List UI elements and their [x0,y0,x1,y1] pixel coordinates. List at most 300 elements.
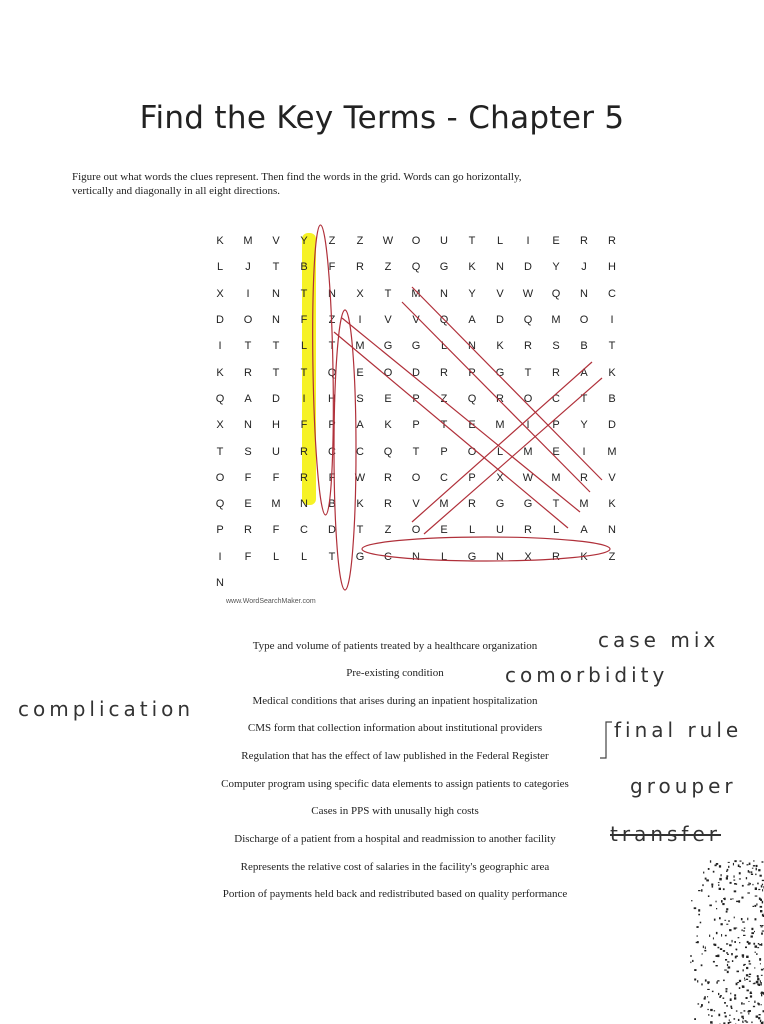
noise-speck [694,979,696,981]
noise-speck [749,882,750,884]
noise-speck [694,969,696,971]
noise-speck [760,910,762,912]
noise-speck [721,934,722,937]
noise-speck [760,993,762,994]
grid-cell: F [244,471,252,484]
grid-cell: V [384,314,392,327]
noise-speck [705,947,706,950]
noise-speck [708,1001,709,1003]
grid-cell: R [580,471,588,484]
noise-speck [753,906,755,907]
grid-cell: H [328,392,336,405]
noise-speck [753,943,755,945]
grid-cell: L [300,550,308,563]
noise-speck [701,889,702,892]
grid-cell: N [496,550,504,563]
noise-speck [742,954,744,956]
grid-cell: I [610,314,614,327]
noise-speck [762,861,764,862]
grid-cell: R [552,366,560,379]
noise-speck [751,1022,752,1024]
grid-cell: G [495,366,505,379]
noise-speck [692,960,693,962]
noise-speck [728,866,729,868]
noise-speck [734,1018,736,1020]
grid-cell: F [328,471,336,484]
grid-cell: T [440,419,448,432]
grid-cell: E [384,392,392,405]
noise-speck [736,983,738,986]
noise-speck [761,1004,762,1005]
noise-speck [728,862,730,863]
grid-cell: D [272,392,280,405]
noise-speck [732,898,733,899]
grid-cell: V [272,235,280,248]
grid-cell: T [300,366,308,379]
grid-cell: X [216,419,224,432]
noise-speck [707,1009,708,1010]
noise-speck [704,996,706,998]
clue-7: Cases in PPS with unusally high costs [311,805,479,817]
noise-speck [755,887,757,890]
noise-speck [701,983,702,985]
noise-speck [748,1001,749,1002]
noise-speck [750,993,753,994]
noise-speck [746,956,749,958]
noise-speck [726,943,728,944]
noise-speck [744,978,745,979]
grid-cell: M [439,498,449,511]
noise-speck [746,877,747,879]
grid-cell: M [551,471,561,484]
noise-speck [751,871,752,873]
noise-speck [730,998,732,1001]
noise-speck [698,909,700,911]
instructions: Figure out what words the clues represent. Then find the words in the grid. Words can go horizontally, vertically and diagonally in all eight directions. [72,171,522,197]
grid-cell: L [272,550,280,563]
noise-speck [753,983,756,984]
noise-speck [719,888,721,890]
clue-2: Pre-existing condition [346,667,444,679]
noise-speck [744,964,746,965]
noise-speck [727,954,729,955]
noise-speck [761,994,762,996]
clue-6: Computer program using specific data elements to assign patients to categories [221,778,569,790]
noise-speck [760,963,761,964]
noise-speck [726,877,728,880]
grid-cell: F [272,471,280,484]
grid-cell: R [440,366,448,379]
noise-speck [743,969,744,971]
noise-speck [720,995,722,996]
noise-speck [697,980,698,982]
noise-speck [758,978,759,979]
noise-speck [736,901,739,902]
grid-cell: W [522,471,534,484]
grid-cell: W [354,471,366,484]
grid-cell: E [244,498,252,511]
noise-speck [760,982,762,984]
noise-speck [742,921,745,922]
grid-cell: M [271,498,281,511]
noise-speck [739,866,741,867]
grid-cell: P [328,419,336,432]
grid-cell: A [580,366,588,379]
grid-cell: L [496,445,504,458]
grid-cell: Q [411,261,421,274]
grid-cell: F [272,524,280,537]
grid-cell: I [218,340,222,353]
noise-speck [706,879,709,881]
noise-speck [728,966,731,968]
grid-cell: F [328,261,336,274]
grid-cell: O [467,445,477,458]
noise-speck [739,980,741,982]
noise-speck [756,1016,759,1018]
grid-cell: C [440,471,448,484]
grid-cell: Q [523,314,533,327]
grid-cell: P [216,524,224,537]
grid-cell: X [524,550,532,563]
noise-speck [717,980,719,981]
noise-speck [709,935,710,937]
answer-comorbidity: comorbidity [505,663,669,687]
grid-cell: U [440,235,448,248]
grid-cell: F [300,419,308,432]
noise-speck [720,948,722,950]
noise-speck [701,1004,703,1007]
grid-cell: N [608,524,616,537]
noise-speck [726,908,728,910]
noise-speck [746,974,748,976]
noise-speck [738,900,740,902]
grid-cell: R [468,498,476,511]
noise-speck [726,911,728,913]
noise-speck [747,892,750,893]
noise-speck [749,981,751,982]
grid-cell: T [272,366,280,379]
noise-speck [753,860,754,861]
noise-speck [729,1022,731,1023]
grid-cell: R [384,471,392,484]
noise-speck [701,964,703,966]
noise-speck [735,928,738,929]
noise-speck [703,872,704,874]
noise-speck [737,971,740,973]
grid-cell: K [608,498,616,511]
grid-cell: R [580,235,588,248]
grid-cell: T [328,340,336,353]
grid-cell: C [608,287,616,300]
grid-cell: O [523,392,533,405]
grid-cell: G [383,340,393,353]
grid-cell: M [523,445,533,458]
circle-diagonal-1-bottom [402,302,590,492]
grid-cell: P [412,392,420,405]
grid-cell: N [412,550,420,563]
grid-cell: K [216,366,224,379]
noise-speck [708,895,710,897]
grid-cell: Q [215,498,225,511]
grid-cell: T [552,498,560,511]
grid-cell: I [246,287,250,300]
noise-speck [734,883,736,885]
noise-speck [691,900,693,901]
grid-cell: N [272,314,280,327]
noise-speck [726,988,728,990]
noise-speck [744,979,745,981]
noise-speck [749,976,751,977]
grid-cell: Z [356,235,364,248]
noise-speck [757,975,759,977]
grid-cell: T [384,287,392,300]
noise-speck [739,872,741,874]
noise-speck [756,868,757,871]
grid-cell: M [411,287,421,300]
grid-cell: N [272,287,280,300]
noise-speck [738,1019,740,1021]
grid-cell: R [384,498,392,511]
clue-5: Regulation that has the effect of law published in the Federal Register [241,750,549,762]
grid-cell: Y [552,261,560,274]
noise-speck [721,923,723,925]
noise-speck [707,981,710,983]
noise-speck [702,884,703,886]
noise-speck [741,897,743,899]
noise-speck [761,943,762,946]
noise-speck [690,955,692,956]
noise-speck [750,883,751,885]
noise-speck [755,952,756,953]
grid-cell: L [468,524,476,537]
grid-cell: D [608,419,616,432]
grid-cell: I [218,550,222,563]
grid-cell: O [215,471,225,484]
noise-speck [707,989,710,990]
noise-speck [747,918,748,921]
noise-speck [709,905,712,907]
noise-speck [713,944,715,946]
noise-speck [725,959,727,961]
noise-speck [738,865,740,868]
grid-cell: Y [300,235,308,248]
grid-cell: X [356,287,364,300]
noise-speck [761,933,763,935]
noise-speck [723,888,725,890]
noise-speck [718,882,720,883]
noise-speck [754,1001,755,1003]
grid-cell: I [526,235,530,248]
noise-speck [744,1010,746,1011]
noise-speck [755,896,758,897]
grid-cell: Q [551,287,561,300]
grid-cell: T [412,445,420,458]
noise-speck [710,1009,713,1011]
grid-cell: S [244,445,252,458]
noise-speck [730,899,732,900]
grid-cell: Q [383,445,393,458]
noise-speck [729,929,731,931]
noise-speck [747,990,749,992]
noise-speck [754,931,755,932]
noise-speck [726,875,728,877]
noise-speck [751,936,753,938]
grid-cell: D [524,261,532,274]
noise-speck [731,1008,733,1009]
grid-cell: Y [580,419,588,432]
noise-speck [734,941,736,943]
grid-cell: K [216,235,224,248]
grid-cell: T [580,392,588,405]
grid-cell: A [580,524,588,537]
noise-speck [718,993,719,995]
noise-speck [734,997,736,999]
noise-speck [734,875,735,877]
noise-speck [749,974,751,975]
noise-speck [760,925,762,926]
noise-speck [712,886,714,888]
noise-speck [730,1006,732,1008]
noise-speck [746,967,748,969]
grid-cell: V [412,314,420,327]
noise-speck [719,878,722,881]
grid-cell: X [496,471,504,484]
noise-speck [759,1014,761,1015]
noise-speck [704,950,706,952]
noise-speck [711,884,713,886]
circle-diagonal-3-bottom [334,332,568,528]
noise-speck [724,970,727,971]
grid-cell: E [440,524,448,537]
noise-speck [734,890,737,892]
noise-speck [698,890,700,891]
noise-speck [758,889,760,890]
grid-cell: T [356,524,364,537]
noise-speck [718,884,719,885]
noise-speck [713,937,714,939]
answer-final-rule: final rule [614,718,743,742]
grid-cell: G [467,550,477,563]
grid-cell: J [245,261,251,274]
grid-cell: L [440,340,448,353]
grid-cell: R [524,524,532,537]
noise-speck [726,1005,727,1007]
noise-speck [742,885,744,887]
grid-cell: R [608,235,616,248]
grid-cell: P [468,366,476,379]
noise-speck [743,1018,745,1020]
noise-speck [753,865,756,866]
circle-vertical-o-column [334,310,356,590]
noise-speck [754,967,755,968]
grid-cell: H [608,261,616,274]
noise-speck [740,1012,742,1013]
noise-speck [758,1017,760,1019]
grid-cell: B [608,392,616,405]
answer-grouper: grouper [630,774,737,798]
noise-speck [708,868,710,870]
noise-speck [755,918,757,920]
grid-cell: I [358,314,362,327]
grid-cell: E [552,445,560,458]
noise-speck [727,971,729,973]
grid-cell: N [440,287,448,300]
noise-speck [713,961,715,963]
grid-cell: T [300,287,308,300]
grid-cell: C [300,524,308,537]
grid-cell: T [272,261,280,274]
scan-noise [690,860,764,1024]
grid-cell: W [382,235,394,248]
noise-speck [749,863,751,865]
noise-speck [747,941,749,943]
noise-speck [722,903,724,905]
grid-cell: R [300,471,308,484]
noise-speck [726,952,727,954]
noise-speck [718,1014,720,1017]
grid-cell: N [496,261,504,274]
grid-cell: I [526,419,530,432]
noise-speck [716,981,717,983]
noise-speck [716,863,718,865]
noise-speck [714,1010,715,1011]
noise-speck [761,926,763,927]
grid-cell: P [440,445,448,458]
noise-speck [742,929,743,931]
grid-cell: P [468,471,476,484]
noise-speck [705,878,707,880]
grid-cell: L [552,524,560,537]
noise-speck [742,957,743,958]
noise-speck [716,908,717,909]
noise-speck [731,953,733,955]
grid-cell: Y [468,287,476,300]
noise-speck [738,937,740,938]
grid-cell: G [439,261,449,274]
circle-diagonal-1-top [412,287,602,480]
grid-cell: C [384,550,392,563]
noise-speck [736,1010,738,1011]
grid-cell: T [608,340,616,353]
grid-cell: F [244,550,252,563]
noise-speck [730,993,731,995]
noise-speck [732,960,733,962]
noise-speck [723,980,725,982]
noise-speck [745,1020,747,1021]
noise-speck [756,981,759,984]
grid-cell: M [551,314,561,327]
noise-speck [745,947,747,949]
noise-speck [756,903,757,905]
grid-cell: Q [439,314,449,327]
noise-speck [716,965,718,966]
grid-cell: Z [608,550,616,563]
grid-cell: A [244,392,252,405]
noise-speck [716,901,717,903]
grid-cell: K [580,550,588,563]
grid-cell: J [581,261,587,274]
grid-cell: L [440,550,448,563]
clue-1: Type and volume of patients treated by a healthcare organization [252,640,538,652]
noise-speck [725,935,727,937]
noise-speck [721,900,723,903]
noise-speck [711,1015,712,1017]
noise-speck [727,964,728,966]
grid-cell: O [243,314,253,327]
noise-speck [694,907,697,909]
grid-cell: K [384,419,392,432]
grid-cell: T [524,366,532,379]
